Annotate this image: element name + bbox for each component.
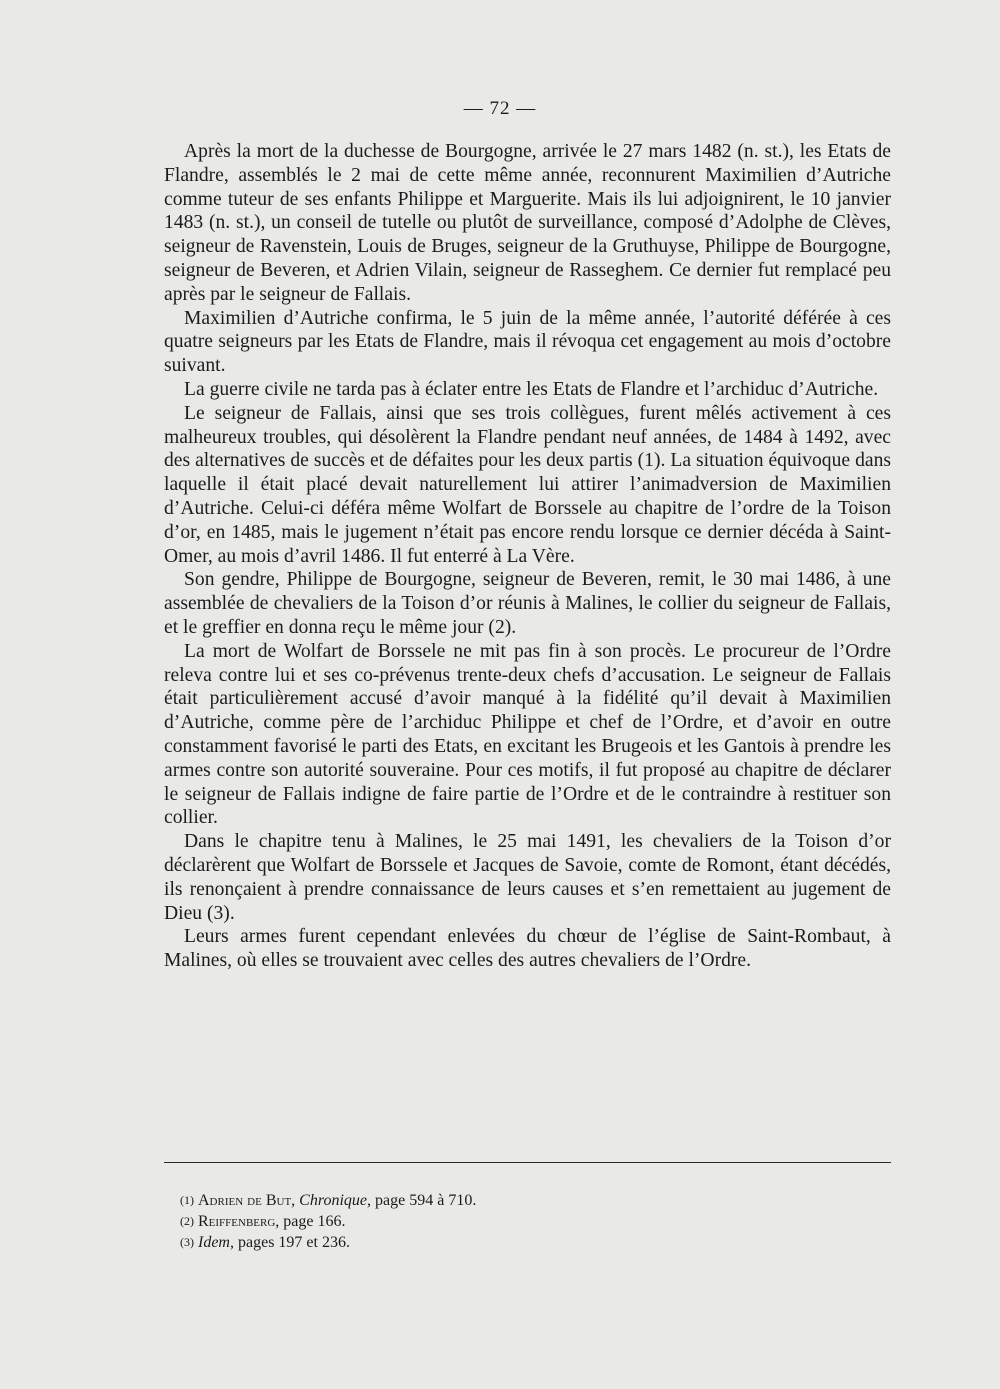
footnote-ref: , pages 197 et 236. — [229, 1234, 350, 1251]
footnote-2 — [180, 1211, 476, 1232]
footnote-1 — [180, 1190, 476, 1211]
footnote-title: Chronique, — [299, 1192, 372, 1209]
footnote-author: Reiffenberg, — [198, 1213, 280, 1230]
footnote-ref: page 594 à 710. — [375, 1192, 477, 1209]
footnote-marker: (3) — [180, 1235, 194, 1249]
paragraph: Son gendre, Philippe de Bourgogne, seigneur de Beveren, remit, le 30 mai 1486, à une assemblée de chevaliers de la Toison d’or réunis à Malines, le collier du seigneur de Fallais, et le greffier en donna reçu le même jour (2). — [164, 569, 891, 638]
footnote-divider — [164, 1162, 891, 1163]
footnote-title: Idem — [198, 1234, 230, 1251]
footnotes — [180, 1190, 476, 1253]
footnote-3 — [180, 1232, 476, 1253]
footnote-marker: (2) — [180, 1214, 194, 1228]
footnote-author: Adrien de But, — [198, 1192, 296, 1209]
footnote-marker: (1) — [180, 1193, 194, 1207]
paragraph: Après la mort de la duchesse de Bourgogne, arrivée le 27 mars 1482 (n. st.), les Etats de Flandre, assemblés le 2 mai de cette même année, reconnurent Maximilien d’Autriche comme tuteur de ses enfants Philippe et Marguerite. Mais ils lui adjoignirent, le 10 janvier 1483 (n. st.), un conseil de tutelle ou plutôt de surveillance, composé d’Adolphe de Clèves, seigneur de Ravenstein, Louis de Bruges, seigneur de la Gruthuyse, Philippe de Bourgogne, seigneur de Beveren, et Adrien Vilain, seigneur de Rasseghem. Ce dernier fut remplacé peu après par le seigneur de Fallais. — [164, 141, 891, 305]
paragraph: Maximilien d’Autriche confirma, le 5 juin de la même année, l’autorité déférée à ces quatre seigneurs par les Etats de Flandre, mais il révoqua cet engagement au mois d’octobre suivant. — [164, 307, 891, 377]
paragraph: Le seigneur de Fallais, ainsi que ses trois collègues, furent mêlés activement à ces malheureux troubles, qui désolèrent la Flandre pendant neuf années, de 1484 à 1492, avec des alternatives de succès et de défaites pour les deux partis (1). La situation équivoque dans laquelle il était placé devait naturellement lui attirer l’animadversion de Maximilien d’Autriche. Celui-ci déféra même Wolfart de Borssele au chapitre de l’ordre de la Toison d’or, en 1485, mais le jugement n’était pas encore rendu lorsque ce dernier décéda à Saint-Omer, au mois d’avril 1486. Il fut enterré à La Vère. — [164, 402, 891, 567]
paragraph: Leurs armes furent cependant enlevées du chœur de l’église de Saint-Rombaut, à Malines, où elles se trouvaient avec celles des autres chevaliers de l’Ordre. — [164, 926, 891, 972]
paragraph: La guerre civile ne tarda pas à éclater entre les Etats de Flandre et l’archiduc d’Autriche. — [184, 378, 879, 400]
page-number: — 72 — — [463, 98, 537, 119]
body-text — [164, 140, 891, 973]
paragraph: La mort de Wolfart de Borssele ne mit pas fin à son procès. Le procureur de l’Ordre releva contre lui et ses co-prévenus trente-deux chefs d’accusation. Le seigneur de Fallais était particulièrement accusé d’avoir manqué à la fidélité qu’il devait à Maximilien d’Autriche, comme père de l’archiduc Philippe et chef de l’Ordre, et d’avoir en outre constamment favorisé le parti des Etats, en excitant les Brugeois et les Gantois à prendre les armes contre son autorité souveraine. Pour ces motifs, il fut proposé au chapitre de déclarer le seigneur de Fallais indigne de faire partie de l’Ordre et de le contraindre à restituer son collier. — [164, 640, 891, 829]
paragraph: Dans le chapitre tenu à Malines, le 25 mai 1491, les chevaliers de la Toison d’or déclarèrent que Wolfart de Borssele et Jacques de Savoie, comte de Romont, étant décédés, ils renonçaient à prendre connaissance de leurs causes et s’en remettaient au jugement de Dieu (3). — [164, 831, 891, 924]
footnote-ref: page 166. — [283, 1213, 346, 1230]
